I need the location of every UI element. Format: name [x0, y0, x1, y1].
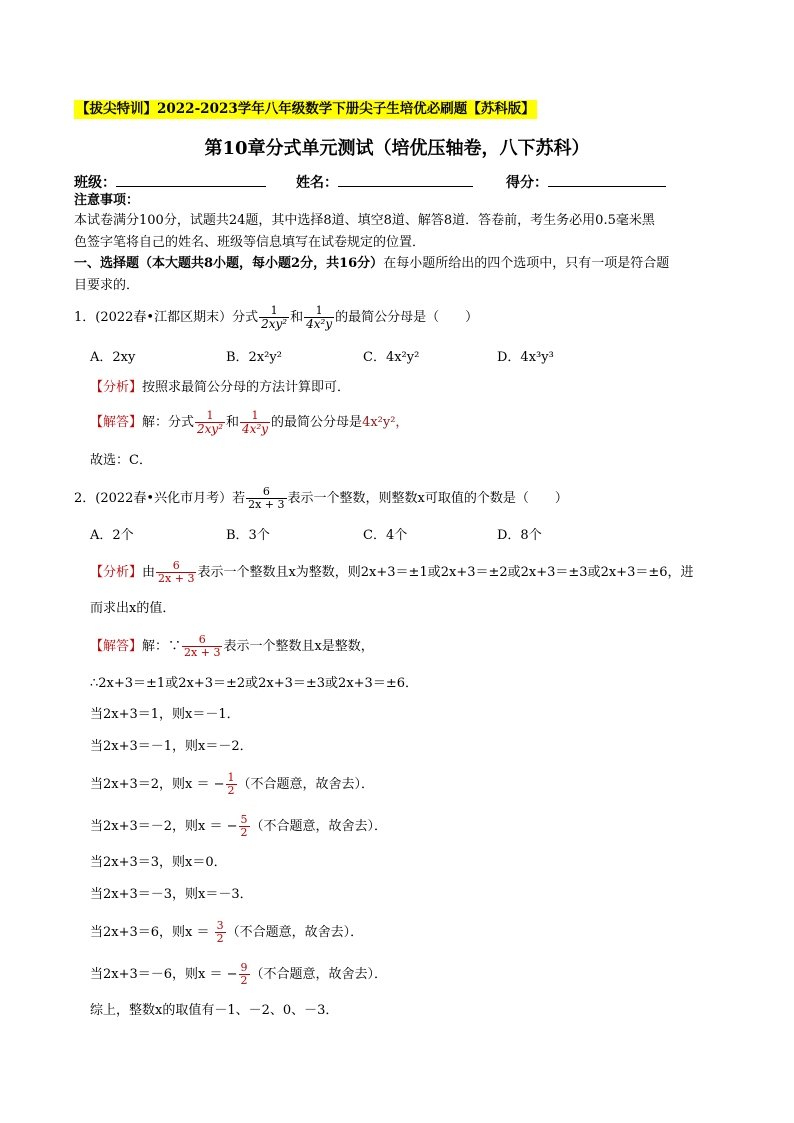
q1-frac-2	[304, 305, 334, 330]
class-field	[74, 172, 266, 192]
case-post: （不合题意，故舍去）．	[250, 967, 388, 982]
q2-case-4	[90, 814, 387, 839]
case-post: （不合题意，故舍去）．	[237, 777, 375, 792]
q2-line-3: 当2x+3＝－1，则x＝－2．	[90, 739, 253, 754]
q2-line-2: 当2x+3＝1，则x＝－1．	[90, 707, 240, 722]
notes-title: 注意事项：	[74, 193, 140, 208]
q1-prefix: 1．(2022春•江都区期末）分式	[74, 310, 259, 325]
q2-analysis-pre: 由	[142, 565, 156, 580]
q2-line-1: ∴2x+3＝±1或2x+3＝±2或2x+3＝±3或2x+3＝±6．	[90, 676, 418, 691]
case-frac	[215, 920, 226, 945]
q2-case-8	[90, 962, 387, 987]
frac-numerator: 6	[172, 559, 180, 572]
q2-option-a[interactable]: A．2个	[90, 528, 134, 543]
section-heading	[74, 253, 669, 275]
q1-analysis-text: 按照求最简公分母的方法计算即可．	[142, 380, 351, 395]
q1-and: 和	[290, 310, 304, 325]
q2-summary: 综上，整数x的取值有－1、－2、0、－3．	[90, 1003, 339, 1018]
case-frac	[226, 772, 237, 797]
q2-case-6: 当2x+3＝－3，则x＝－3．	[90, 887, 253, 902]
frac-denominator: 2	[216, 932, 224, 945]
analysis-tag: 【分析】	[90, 565, 143, 580]
case-pre: 当2x+3＝－6，则x ＝ −	[90, 967, 238, 982]
q2-prefix: 2．(2022春•兴化市月考）若	[74, 491, 246, 506]
frac-numerator: 1	[251, 409, 259, 422]
q2-analysis-frac	[156, 560, 196, 585]
case-post: （不合题意，故舍去）．	[250, 819, 388, 834]
section-heading-rest: 在每小题所给出的四个选项中，只有一项是符合题	[383, 256, 670, 271]
frac-numerator: 1	[206, 409, 214, 422]
frac-denominator: 2x + 3	[248, 498, 285, 511]
case-post: （不合题意，故舍去）．	[226, 925, 364, 940]
frac-denominator: 2x + 3	[184, 646, 221, 659]
frac-denominator: 2xy²	[197, 422, 224, 436]
q2-answer	[90, 634, 374, 659]
class-label: 班级：	[74, 175, 116, 191]
q2-suffix: 表示一个整数，则整数x可取值的个数是（ ）	[287, 491, 568, 506]
q1-choice: 故选：C．	[90, 453, 152, 468]
q1-option-c[interactable]: C．4x²y²	[363, 350, 420, 365]
frac-numerator: 1	[227, 771, 235, 784]
score-blank	[548, 172, 666, 187]
score-field	[506, 172, 666, 192]
q1-answer-frac-1	[195, 410, 225, 435]
name-blank	[338, 172, 473, 187]
q1-suffix: 的最简公分母是（ ）	[335, 310, 479, 325]
frac-denominator: 2	[227, 784, 235, 797]
section-heading-2: 目要求的．	[74, 278, 140, 293]
frac-denominator: 2xy²	[261, 317, 288, 331]
q1-answer-value: 4x²y²，	[362, 415, 409, 430]
banner: 【拔尖特训】2022-2023学年八年级数学下册尖子生培优必刷题【苏科版】	[76, 101, 535, 117]
section-heading-bold: 一、选择题（本大题共8小题，每小题2分，共16分）	[74, 256, 384, 271]
notes-line-2: 色签字笔将自己的姓名、班级等信息填写在试卷规定的位置．	[74, 235, 426, 250]
q2-answer-rest: 表示一个整数且x是整数，	[223, 639, 374, 654]
q2-case-7	[90, 920, 363, 945]
frac-denominator: 2	[240, 974, 248, 987]
q2-option-c[interactable]: C．4个	[363, 528, 408, 543]
q1-answer-and: 和	[226, 415, 240, 430]
frac-numerator: 1	[270, 304, 278, 317]
q2-answer-frac	[182, 634, 222, 659]
page-title: 第10章分式单元测试（培优压轴卷，八下苏科）	[204, 138, 590, 159]
frac-numerator: 6	[198, 633, 206, 646]
case-pre: 当2x+3＝－2，则x ＝ −	[90, 819, 238, 834]
frac-numerator: 1	[315, 304, 323, 317]
case-pre: 当2x+3＝6，则x ＝	[90, 925, 214, 940]
name-field	[296, 172, 473, 192]
frac-numerator: 5	[240, 813, 248, 826]
frac-numerator: 6	[262, 485, 270, 498]
q1-answer-frac-2	[240, 410, 270, 435]
q2-analysis-rest: 表示一个整数且x为整数，则2x+3＝±1或2x+3＝±2或2x+3＝±3或2x+3＝±6，进	[197, 565, 694, 580]
frac-denominator: 4x²y	[242, 422, 269, 436]
q2-case-3	[90, 772, 374, 797]
frac-denominator: 4x²y	[306, 317, 333, 331]
q1-answer-post: 的最简公分母是	[271, 415, 363, 430]
q1-analysis	[90, 377, 350, 399]
case-pre: 当2x+3＝2，则x ＝ −	[90, 777, 225, 792]
frac-denominator: 2x + 3	[158, 572, 195, 585]
case-frac	[239, 962, 250, 987]
analysis-tag: 【分析】	[90, 380, 143, 395]
q1-stem	[74, 305, 478, 330]
q2-answer-pre: 解：∵	[142, 639, 182, 654]
notes-line-1: 本试卷满分100分，试题共24题，其中选择8道、填空8道、解答8道．答卷前，考生务必用0.5毫米黑	[74, 213, 655, 228]
q1-frac-1	[259, 305, 289, 330]
q2-analysis-line-2: 而求出x的值．	[90, 601, 176, 616]
case-frac	[239, 814, 250, 839]
q1-answer-pre: 解：分式	[142, 415, 195, 430]
q2-stem	[74, 486, 568, 511]
frac-numerator: 9	[240, 961, 248, 974]
q2-option-d[interactable]: D．8个	[497, 528, 542, 543]
frac-numerator: 3	[216, 919, 224, 932]
frac-denominator: 2	[240, 826, 248, 839]
q2-option-b[interactable]: B．3个	[226, 528, 270, 543]
q1-option-b[interactable]: B．2x²y²	[226, 350, 282, 365]
q2-analysis	[90, 560, 694, 585]
answer-tag: 【解答】	[90, 639, 143, 654]
q2-frac	[246, 486, 286, 511]
q1-option-a[interactable]: A．2xy	[90, 350, 136, 365]
q1-answer	[90, 410, 408, 435]
q1-option-d[interactable]: D．4x³y³	[497, 350, 554, 365]
class-blank	[116, 172, 266, 187]
q2-case-5: 当2x+3＝3，则x＝0．	[90, 855, 227, 870]
score-label: 得分：	[506, 175, 548, 191]
name-label: 姓名：	[296, 175, 338, 191]
answer-tag: 【解答】	[90, 415, 143, 430]
